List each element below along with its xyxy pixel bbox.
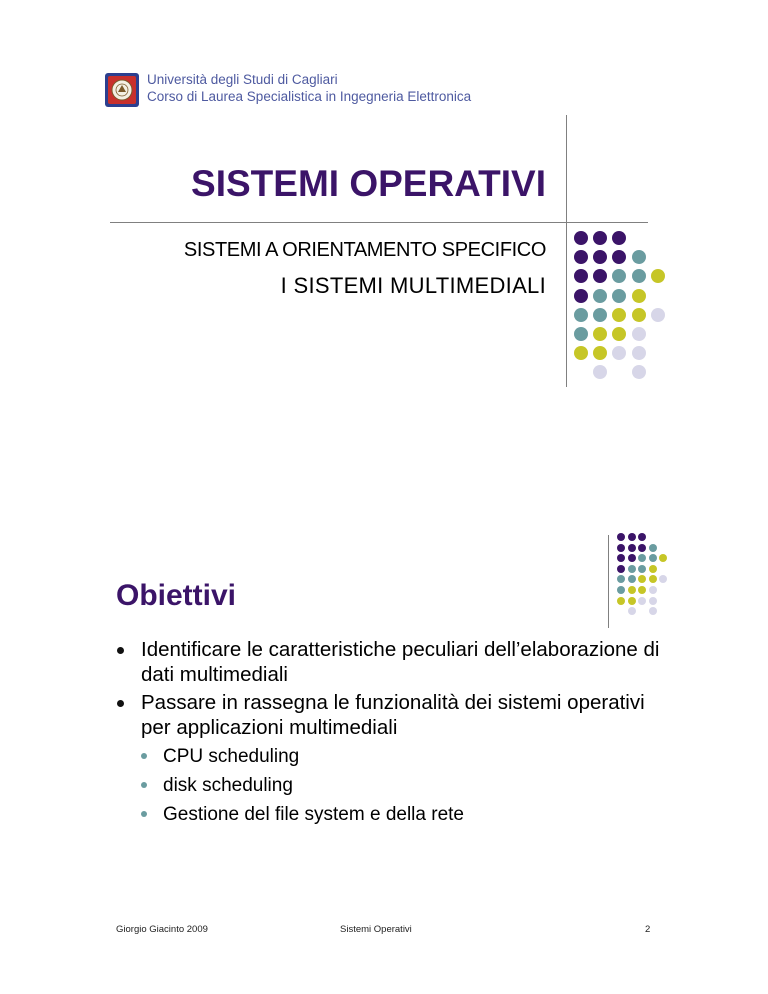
decorative-dot [612, 289, 626, 303]
bullet-dot-icon [141, 811, 147, 817]
decorative-dot [593, 327, 607, 341]
decorative-dot [632, 250, 646, 264]
section-title: Obiettivi [116, 579, 237, 612]
decorative-dot-grid [617, 533, 677, 619]
decorative-dot [574, 346, 588, 360]
decorative-dot [651, 269, 665, 283]
decorative-dot [632, 269, 646, 283]
university-seal-icon [104, 72, 140, 108]
vertical-divider [608, 535, 609, 628]
sub-list-item [118, 774, 678, 797]
decorative-dot [617, 575, 625, 583]
bullet-list [118, 638, 678, 832]
decorative-dot [649, 586, 657, 594]
university-name: Università degli Studi di Cagliari [147, 72, 338, 87]
decorative-dot [617, 544, 625, 552]
sub-list-item [118, 803, 678, 826]
decorative-dot [574, 250, 588, 264]
vertical-divider [566, 115, 567, 387]
slide-title: SISTEMI OPERATIVI [191, 163, 546, 204]
decorative-dot [617, 586, 625, 594]
decorative-dot [593, 365, 607, 379]
decorative-dot [593, 308, 607, 322]
bullet-text: Identificare le caratteristiche peculiari dell’elaborazione di dati multimediali [141, 638, 660, 686]
footer-author: Giorgio Giacinto 2009 [116, 924, 208, 935]
decorative-dot [632, 327, 646, 341]
bullet-text: Passare in rassegna le funzionalità dei sistemi operativi per applicazioni multimediali [141, 691, 645, 739]
decorative-dot [628, 533, 636, 541]
decorative-dot [649, 565, 657, 573]
decorative-dot [659, 575, 667, 583]
decorative-dot [593, 231, 607, 245]
decorative-dot [628, 554, 636, 562]
decorative-dot [638, 533, 646, 541]
decorative-dot [612, 231, 626, 245]
decorative-dot [649, 544, 657, 552]
decorative-dot [617, 597, 625, 605]
decorative-dot [632, 365, 646, 379]
decorative-dot [574, 269, 588, 283]
decorative-dot [649, 607, 657, 615]
decorative-dot [593, 250, 607, 264]
sub-bullet-text: Gestione del file system e della rete [163, 804, 464, 825]
decorative-dot [574, 327, 588, 341]
bullet-dot-icon [141, 753, 147, 759]
decorative-dot [593, 346, 607, 360]
slide-subtitle-line1: SISTEMI A ORIENTAMENTO SPECIFICO [183, 239, 546, 261]
decorative-dot [593, 289, 607, 303]
decorative-dot [617, 554, 625, 562]
decorative-dot [638, 575, 646, 583]
decorative-dot [649, 554, 657, 562]
list-item [118, 638, 678, 687]
decorative-dot [659, 554, 667, 562]
decorative-dot [612, 308, 626, 322]
decorative-dot [649, 575, 657, 583]
decorative-dot [638, 597, 646, 605]
footer-course: Sistemi Operativi [340, 924, 412, 935]
slide-subtitle-line2: I SISTEMI MULTIMEDIALI [280, 273, 546, 298]
decorative-dot [628, 544, 636, 552]
decorative-dot [628, 607, 636, 615]
decorative-dot [617, 565, 625, 573]
course-name: Corso di Laurea Specialistica in Ingegneria Elettronica [147, 89, 472, 104]
decorative-dot [632, 346, 646, 360]
decorative-dot-grid [574, 231, 670, 371]
decorative-dot [651, 308, 665, 322]
decorative-dot [638, 554, 646, 562]
decorative-dot [638, 544, 646, 552]
decorative-dot [612, 250, 626, 264]
horizontal-divider [110, 222, 648, 223]
sub-list-item [118, 745, 678, 768]
decorative-dot [638, 565, 646, 573]
decorative-dot [628, 586, 636, 594]
decorative-dot [574, 231, 588, 245]
decorative-dot [632, 289, 646, 303]
sub-bullet-text: CPU scheduling [163, 746, 300, 767]
decorative-dot [612, 269, 626, 283]
decorative-dot [612, 346, 626, 360]
decorative-dot [632, 308, 646, 322]
bullet-dot-icon [117, 700, 124, 707]
decorative-dot [649, 597, 657, 605]
decorative-dot [574, 308, 588, 322]
bullet-dot-icon [117, 647, 124, 654]
decorative-dot [628, 597, 636, 605]
decorative-dot [593, 269, 607, 283]
decorative-dot [617, 533, 625, 541]
sub-bullet-text: disk scheduling [163, 775, 293, 796]
bullet-dot-icon [141, 782, 147, 788]
decorative-dot [628, 565, 636, 573]
decorative-dot [612, 327, 626, 341]
list-item [118, 691, 678, 740]
decorative-dot [574, 289, 588, 303]
decorative-dot [628, 575, 636, 583]
page-number: 2 [645, 924, 651, 935]
decorative-dot [638, 586, 646, 594]
